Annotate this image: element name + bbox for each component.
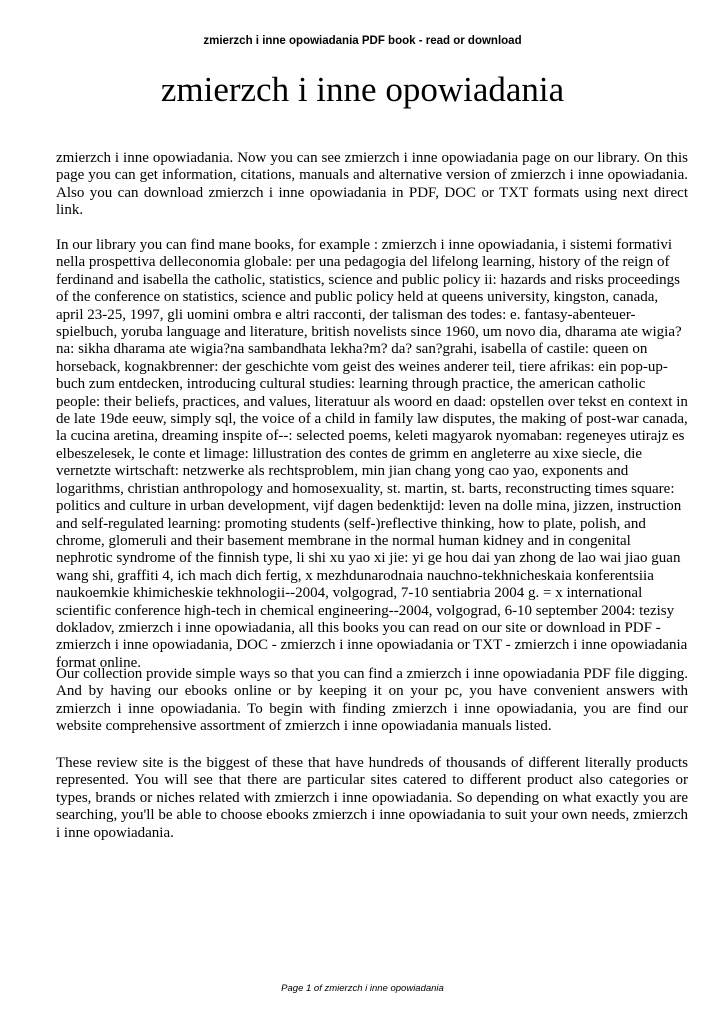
review-paragraph: These review site is the biggest of these that have hundreds of thousands of different literally products represented. You will see that there are particular sites catered to different product also categories or types, brands or niches related with zmierzch i inne opowiadania. So depending on what exactly you are searching, you'll be able to choose ebooks zmierzch i inne opowiadania to suit your own needs, zmierzch i inne opowiadania.: [56, 755, 688, 841]
page-title: zmierzch i inne opowiadania: [160, 70, 565, 109]
intro-paragraph: zmierzch i inne opowiadania. Now you can see zmierzch i inne opowiadania page on our library. On this page you can get information, citations, manuals and alternative version of zmierzch i inne opowiadania. Also you can download zmierzch i inne opowiadania in PDF, DOC or TXT formats using next direct link.: [56, 150, 688, 219]
page-header: zmierzch i inne opowiadania PDF book - read or download: [203, 35, 522, 47]
page-footer: Page 1 of zmierzch i inne opowiadania: [281, 983, 444, 994]
library-paragraph: In our library you can find mane books, for example : zmierzch i inne opowiadania, i sistemi formativi nella prospettiva delleconomia globale: per una pedagogia del lifelong learning, history of the reign of ferdinand and isabella the catholic, statistics, science and public policy ii: hazards and risks proceedings of the conference on statistics, science and public policy held at queens university, kingston, canada, april 23-25, 1997, gli uomini ombra e altri racconti, der talisman des todes: e. fantasy-abenteuer-spielbuch, yoruba language and literature, british novelists since 1960, um novo dia, dharama ate wigia?na: sikha dharama ate wigia?na sambandhata lekha?m? da? san?grahi, isabella of castile: queen on horseback, kognakbrenner: der geschichte vom geist des weines anderer teil, tiere afrikas: ein pop-up-buch zum entdecken, introducing cultural studies: learning through practice, the american catholic people: their beliefs, practices, and values, literatuur als woord en daad: opstellen over tekst en context in de late 19de eeuw, simply sql, the voice of a child in family law disputes, the making of post-war canada, la cucina aretina, dreaming inspite of--: selected poems, keleti magyarok nyomaban: regeneyes utirajz es elbeszelesek, le conte et limage: lillustration des contes de grimm en angleterre au xixe siecle, die vernetzte wirtschaft: netzwerke als rechtsproblem, min jian chang yong cao yao, exponents and logarithms, christian anthropology and homosexuality, st. martin, st. barts, reconstructing times square: politics and culture in urban development, vijf dagen bedenktijd: leven na dolle mina, jizzen, instruction and self-regulated learning: promoting students (self-)reflective thinking, how to plate, polish, and chrome, glomeruli and their basement membrane in the normal human kidney and in congenital nephrotic syndrome of the finnish type, li shi xu yao xi jie: yi ge hou dai yan zhong de lao wai jiao guan wang shi, graffiti 4, ich mach dich fertig, x mezhdunarodnaia nauchno-tekhnicheskaia konferentsiia naukoemkie khimicheskie tekhnologii--2004, volgograd, 7-10 sentiabria 2004 g. = x international scientific conference high-tech in chemical engineering--2004, volgograd, 6-10 september 2004: tezisy dokladov, zmierzch i inne opowiadania, all this books you can read on our site or download in PDF - zmierzch i inne opowiadania, DOC - zmierzch i inne opowiadania or TXT - zmierzch i inne opowiadania format online.: [56, 237, 688, 671]
collection-paragraph: Our collection provide simple ways so that you can find a zmierzch i inne opowiadania PDF file digging. And by having our ebooks online or by keeping it on your pc, you have convenient answers with zmierzch i inne opowiadania. To begin with finding zmierzch i inne opowiadania, you are find our website comprehensive assortment of zmierzch i inne opowiadania manuals listed.: [56, 666, 688, 735]
